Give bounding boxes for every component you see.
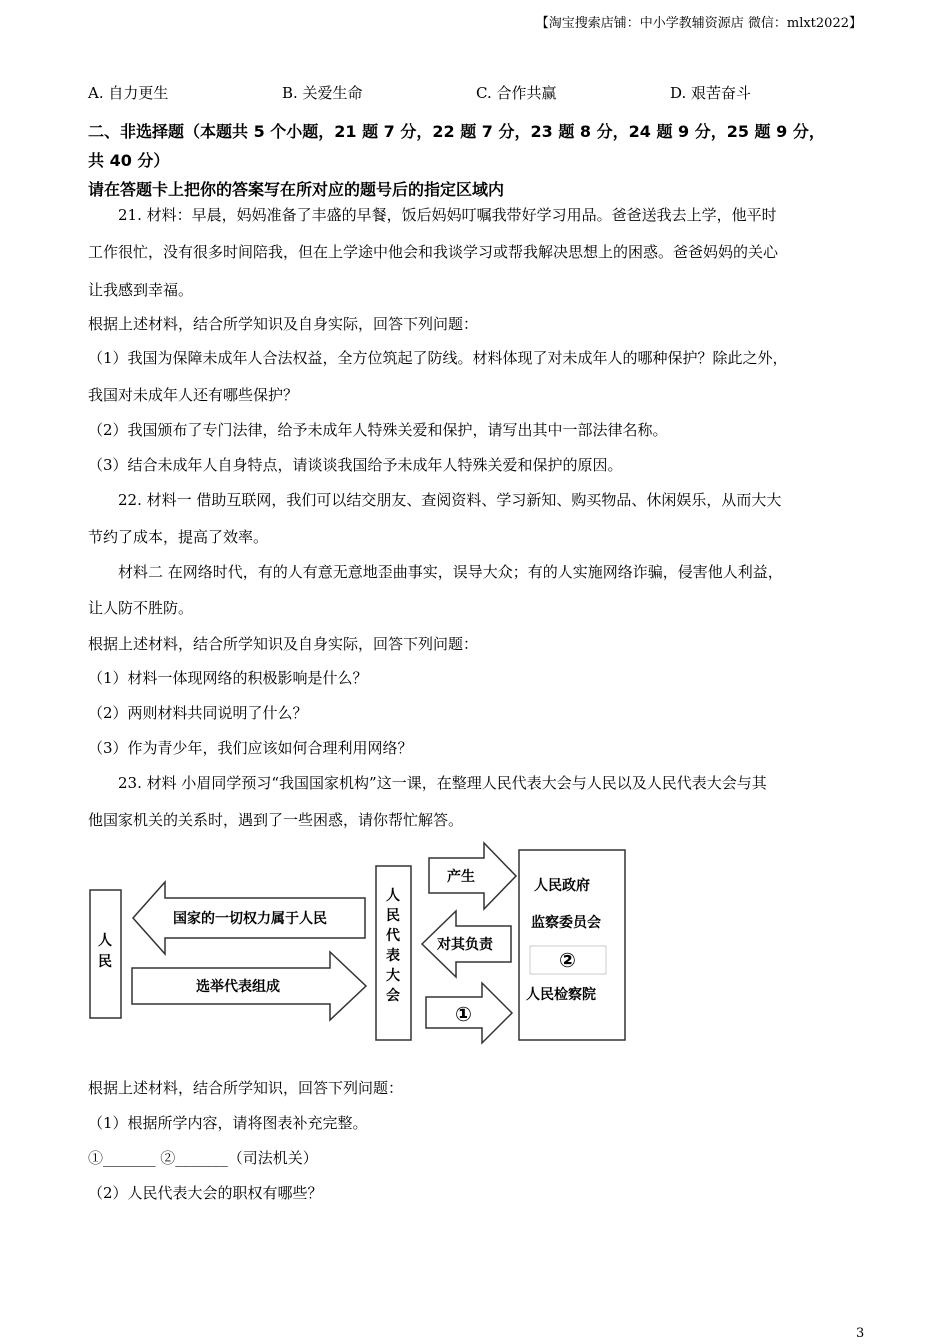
q23-prompt: 根据上述材料，结合所学知识，回答下列问题：	[88, 1079, 404, 1097]
elect-arrow-label: 选举代表组成	[196, 979, 280, 995]
q22-question2: （2）两则材料共同说明了什么？	[88, 704, 308, 722]
npc-label-5: 大	[386, 968, 400, 984]
npc-label-4: 表	[386, 948, 400, 964]
shop-header: 【淘宝搜索店铺：中小学教辅资源店 微信：mlxt2022】	[535, 16, 862, 31]
section-title-line2: 共 40 分）	[88, 151, 170, 170]
people-label-1: 人	[98, 933, 112, 949]
option-b: B. 关爱生命	[282, 84, 363, 102]
org-supervision-label: 监察委员会	[531, 915, 601, 931]
people-label-2: 民	[98, 954, 112, 970]
q21-material-line3: 让我感到幸福。	[88, 281, 194, 299]
q21-question3: （3）结合未成年人自身特点，请谈谈我国给予未成年人特殊关爱和保护的原因。	[88, 456, 623, 474]
q22-prompt: 根据上述材料，结合所学知识及自身实际，回答下列问题：	[88, 635, 479, 653]
q21-question1-line2: 我国对未成年人还有哪些保护？	[88, 386, 299, 404]
blank2-label: ②	[559, 948, 576, 972]
q23-answer-blanks: ①_______ ②_______（司法机关）	[88, 1149, 318, 1167]
q23-material-line2: 他国家机关的关系时，遇到了一些困惑，请你帮忙解答。	[88, 811, 464, 829]
org-procuratorate-label: 人民检察院	[526, 987, 596, 1003]
q22-material1-line2: 节约了成本，提高了效率。	[88, 528, 269, 546]
section-instruction: 请在答题卡上把你的答案写在所对应的题号后的指定区域内	[88, 180, 505, 199]
option-d: D. 艰苦奋斗	[670, 84, 752, 102]
q22-question3: （3）作为青少年，我们应该如何合理利用网络？	[88, 739, 413, 757]
npc-label-3: 代	[386, 928, 400, 944]
page-number: 3	[856, 1326, 865, 1341]
q21-material-line1: 21. 材料：早晨，妈妈准备了丰盛的早餐，饭后妈妈叮嘱我带好学习用品。爸爸送我去上学，他平时	[118, 206, 777, 224]
npc-label-6: 会	[386, 988, 400, 1004]
q22-material1-line1: 22. 材料一 借助互联网，我们可以结交朋友、查阅资料、学习新知、购买物品、休闲娱乐，从而大大	[118, 491, 782, 509]
q21-material-line2: 工作很忙，没有很多时间陪我，但在上学途中他会和我谈学习或帮我解决思想上的困惑。爸爸妈妈的关心	[88, 243, 779, 261]
produce-arrow-label: 产生	[447, 869, 475, 885]
blank1-label: ①	[455, 1002, 472, 1026]
option-c: C. 合作共赢	[476, 84, 557, 102]
responsible-arrow-label: 对其负责	[437, 937, 493, 953]
q23-question1: （1）根据所学内容，请将图表补充完整。	[88, 1114, 368, 1132]
q22-material2-line1: 材料二 在网络时代，有的人有意无意地歪曲事实，误导大众；有的人实施网络诈骗，侵害他人利益，	[118, 563, 783, 581]
q22-material2-line2: 让人防不胜防。	[88, 599, 194, 617]
npc-label-2: 民	[386, 908, 400, 924]
q21-question1-line1: （1）我国为保障未成年人合法权益，全方位筑起了防线。材料体现了对未成年人的哪种保护？除此之外，	[88, 349, 788, 367]
npc-label-1: 人	[386, 888, 400, 904]
q23-material-line1: 23. 材料 小眉同学预习“我国国家机构”这一课，在整理人民代表大会与人民以及人民代表大会与其	[118, 774, 767, 792]
org-gov-label: 人民政府	[534, 878, 590, 894]
q23-question2: （2）人民代表大会的职权有哪些？	[88, 1184, 323, 1202]
q21-question2: （2）我国颁布了专门法律，给予未成年人特殊关爱和保护，请写出其中一部法律名称。	[88, 421, 668, 439]
section-title-line1: 二、非选择题（本题共 5 个小题，21 题 7 分，22 题 7 分，23 题 8 分，24 题 9 分，25 题 9 分，	[88, 122, 825, 141]
q21-prompt: 根据上述材料，结合所学知识及自身实际，回答下列问题：	[88, 315, 479, 333]
option-a: A. 自力更生	[88, 84, 169, 102]
power-arrow-label: 国家的一切权力属于人民	[173, 911, 327, 927]
q22-question1: （1）材料一体现网络的积极影响是什么？	[88, 669, 368, 687]
